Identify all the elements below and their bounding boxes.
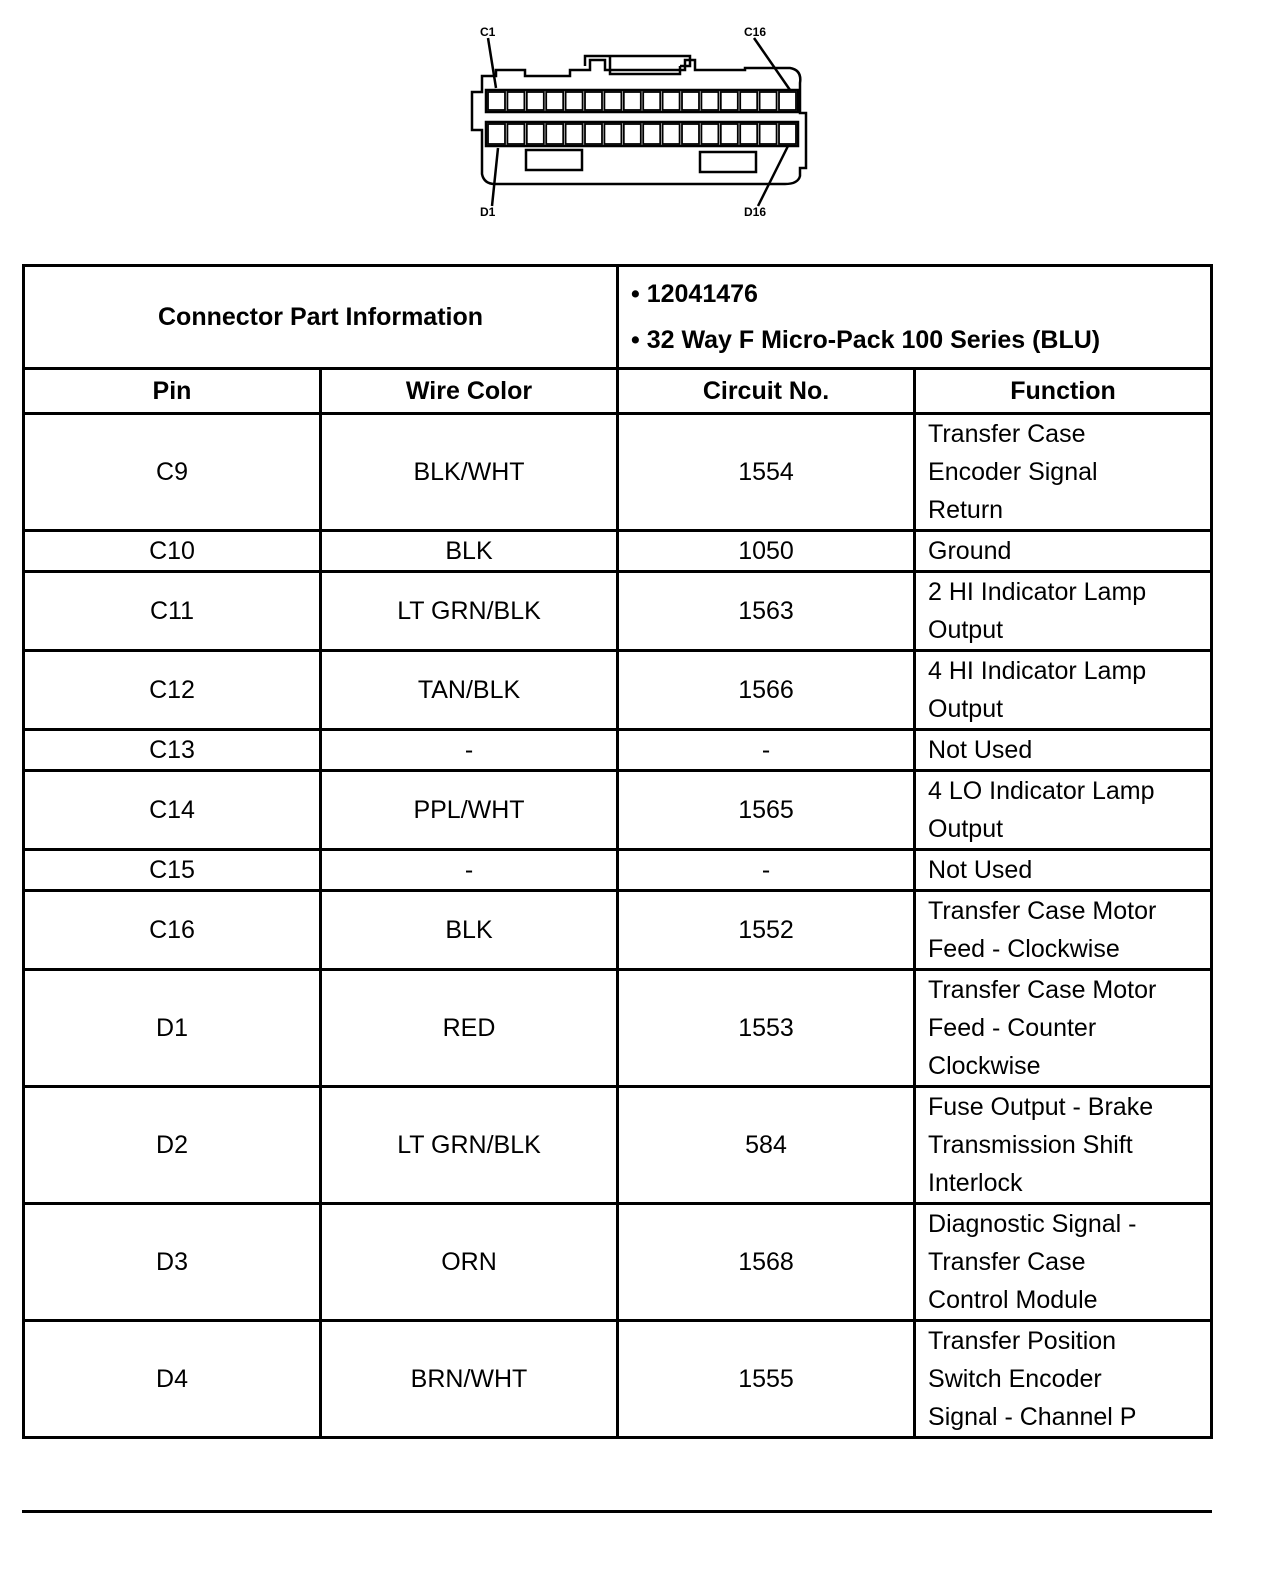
function-line: Diagnostic Signal - — [928, 1210, 1137, 1238]
bottom-rule — [22, 1510, 1212, 1513]
pin-cavity-c3 — [527, 92, 544, 110]
function-cell — [915, 1321, 1212, 1438]
wire-color-cell: LT GRN/BLK — [321, 572, 618, 651]
table-row — [24, 1204, 1212, 1321]
function-line: 2 HI Indicator Lamp — [928, 578, 1147, 606]
pin-cavity-d11 — [682, 124, 699, 144]
connector-info-values — [618, 266, 1212, 369]
circuit-cell: 1553 — [618, 970, 915, 1087]
pin-cavity-d10 — [663, 124, 680, 144]
pin-cell: D3 — [24, 1204, 321, 1321]
pin-cell: C10 — [24, 531, 321, 572]
pin-cavity-d15 — [760, 124, 777, 144]
function-line: Output — [928, 695, 1004, 723]
circuit-cell: 1568 — [618, 1204, 915, 1321]
function-cell — [915, 414, 1212, 531]
pin-cavity-d2 — [507, 124, 524, 144]
pin-label-d1: D1 — [480, 205, 496, 219]
pin-cell: C14 — [24, 771, 321, 850]
function-cell — [915, 572, 1212, 651]
function-line: Clockwise — [928, 1052, 1041, 1080]
pin-cavity-c11 — [682, 92, 699, 110]
pin-cavity-d8 — [624, 124, 641, 144]
pin-cavity-d4 — [546, 124, 563, 144]
pin-cavity-c9 — [643, 92, 660, 110]
header-function: Function — [915, 369, 1212, 414]
wire-color-cell: TAN/BLK — [321, 651, 618, 730]
table-row — [24, 970, 1212, 1087]
function-cell — [915, 730, 1212, 771]
pin-cavity-c5 — [566, 92, 583, 110]
pin-cavity-d13 — [721, 124, 738, 144]
wire-color-cell: BLK — [321, 531, 618, 572]
pin-cavity-d6 — [585, 124, 602, 144]
function-line: Transfer Case — [928, 1248, 1086, 1276]
function-line: Fuse Output - Brake — [928, 1093, 1154, 1121]
function-cell — [915, 1204, 1212, 1321]
function-line: Not Used — [928, 856, 1033, 884]
connector-description: • 32 Way F Micro-Pack 100 Series (BLU) — [631, 326, 1101, 354]
connector-pinout-table — [22, 264, 1213, 1439]
wire-color-cell: - — [321, 730, 618, 771]
circuit-cell: - — [618, 730, 915, 771]
connector-part-number: • 12041476 — [631, 280, 758, 308]
wire-color-cell: BRN/WHT — [321, 1321, 618, 1438]
function-cell — [915, 970, 1212, 1087]
circuit-cell: 1554 — [618, 414, 915, 531]
function-line: Return — [928, 496, 1004, 524]
wire-color-cell: - — [321, 850, 618, 891]
circuit-cell: 1555 — [618, 1321, 915, 1438]
circuit-cell: 1050 — [618, 531, 915, 572]
function-cell — [915, 891, 1212, 970]
connector-info-row — [24, 266, 1212, 369]
function-line: Transfer Position — [928, 1327, 1117, 1355]
pin-cell: D4 — [24, 1321, 321, 1438]
circuit-cell: - — [618, 850, 915, 891]
pin-cavity-c15 — [760, 92, 777, 110]
function-line: Switch Encoder — [928, 1365, 1102, 1393]
function-cell — [915, 1087, 1212, 1204]
pin-cavity-d1 — [488, 124, 505, 144]
function-line: Output — [928, 815, 1004, 843]
header-pin: Pin — [24, 369, 321, 414]
function-line: Transfer Case — [928, 420, 1086, 448]
pin-cavity-c4 — [546, 92, 563, 110]
pin-cavity-d12 — [701, 124, 718, 144]
table-row — [24, 1087, 1212, 1204]
table-row — [24, 414, 1212, 531]
function-line: Encoder Signal — [928, 458, 1098, 486]
pin-cavity-d16 — [779, 124, 796, 144]
circuit-cell: 1552 — [618, 891, 915, 970]
wire-color-cell: ORN — [321, 1204, 618, 1321]
table-row — [24, 850, 1212, 891]
header-wire-color: Wire Color — [321, 369, 618, 414]
pin-label-c1: C1 — [480, 25, 496, 39]
pin-cavity-c12 — [701, 92, 718, 110]
pin-cavity-d3 — [527, 124, 544, 144]
wire-color-cell: PPL/WHT — [321, 771, 618, 850]
function-line: Transfer Case Motor — [928, 976, 1157, 1004]
wire-color-cell: BLK/WHT — [321, 414, 618, 531]
function-line: Ground — [928, 537, 1012, 565]
table-row — [24, 1321, 1212, 1438]
connector-info-label: Connector Part Information — [24, 266, 618, 369]
function-line: Output — [928, 616, 1004, 644]
pin-label-d16: D16 — [744, 205, 767, 219]
function-cell — [915, 850, 1212, 891]
wire-color-cell: RED — [321, 970, 618, 1087]
function-line: 4 HI Indicator Lamp — [928, 657, 1147, 685]
pin-cell: D2 — [24, 1087, 321, 1204]
function-line: Not Used — [928, 736, 1033, 764]
circuit-cell: 1566 — [618, 651, 915, 730]
function-cell — [915, 651, 1212, 730]
table-row — [24, 771, 1212, 850]
pin-cell: D1 — [24, 970, 321, 1087]
table-row — [24, 572, 1212, 651]
function-line: Signal - Channel P — [928, 1403, 1137, 1431]
pin-cavity-c1 — [488, 92, 505, 110]
table-header-row — [24, 369, 1212, 414]
pin-cavity-c2 — [507, 92, 524, 110]
pin-cavity-d5 — [566, 124, 583, 144]
function-line: Transfer Case Motor — [928, 897, 1157, 925]
pin-cell: C13 — [24, 730, 321, 771]
pin-label-c16: C16 — [744, 25, 767, 39]
pin-cell: C16 — [24, 891, 321, 970]
wire-color-cell: LT GRN/BLK — [321, 1087, 618, 1204]
pin-cavity-c8 — [624, 92, 641, 110]
header-circuit-no: Circuit No. — [618, 369, 915, 414]
pin-cell: C9 — [24, 414, 321, 531]
wire-color-cell: BLK — [321, 891, 618, 970]
pin-cavity-c16 — [779, 92, 796, 110]
function-line: Transmission Shift — [928, 1131, 1133, 1159]
circuit-cell: 1565 — [618, 771, 915, 850]
table-row — [24, 531, 1212, 572]
pin-cavity-d7 — [604, 124, 621, 144]
table-row — [24, 651, 1212, 730]
function-cell — [915, 771, 1212, 850]
circuit-cell: 1563 — [618, 572, 915, 651]
pin-cavity-c14 — [740, 92, 757, 110]
table-row — [24, 730, 1212, 771]
table-row — [24, 891, 1212, 970]
function-line: Feed - Clockwise — [928, 935, 1120, 963]
circuit-cell: 584 — [618, 1087, 915, 1204]
function-line: Feed - Counter — [928, 1014, 1097, 1042]
pin-cavity-c7 — [604, 92, 621, 110]
pin-cavity-c10 — [663, 92, 680, 110]
pin-cell: C12 — [24, 651, 321, 730]
function-cell — [915, 531, 1212, 572]
pin-cavity-d9 — [643, 124, 660, 144]
connector-diagram — [460, 18, 820, 233]
pin-cell: C11 — [24, 572, 321, 651]
pin-cavity-d14 — [740, 124, 757, 144]
function-line: Control Module — [928, 1286, 1098, 1314]
function-line: 4 LO Indicator Lamp — [928, 777, 1155, 805]
pin-cell: C15 — [24, 850, 321, 891]
pin-cavity-c6 — [585, 92, 602, 110]
pin-cavity-c13 — [721, 92, 738, 110]
function-line: Interlock — [928, 1169, 1023, 1197]
